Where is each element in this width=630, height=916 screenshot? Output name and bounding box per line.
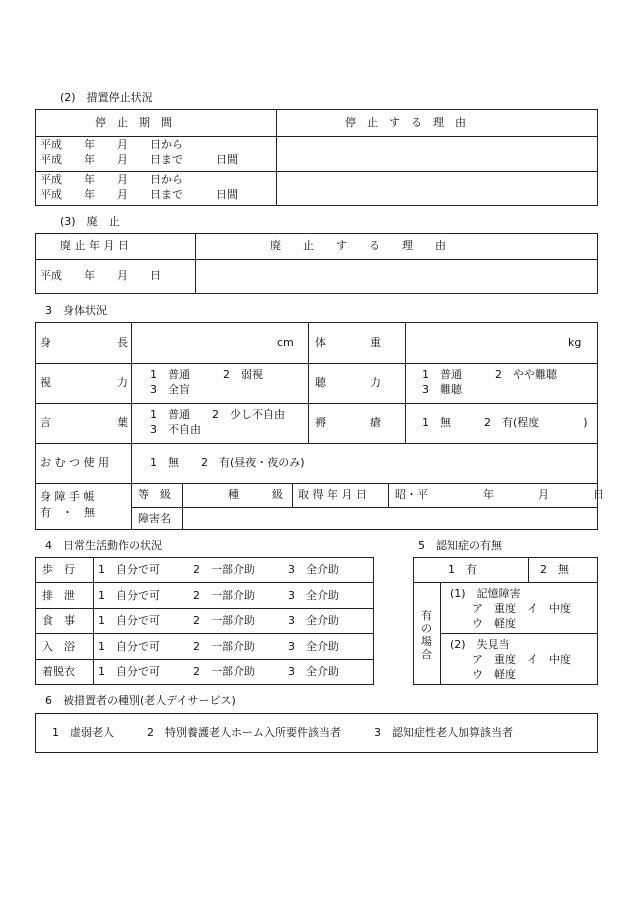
table-divider [405,322,406,443]
table-divider [388,483,389,507]
suspension-row-until: 平成 年 月 日まで 日間 [40,153,238,166]
adl-row-options: 1 自分で可 2 一部介助 3 全介助 [98,589,339,602]
table-divider [308,322,309,443]
disorientation-options: ア 重度 イ 中度 [472,653,571,666]
table-divider [195,233,196,294]
table-divider [131,507,598,508]
disorientation-title: (2) 失見当 [450,638,510,651]
column-header-abolition-reason: 廃 止 す る 理 由 [270,239,446,252]
memory-disorder-options: ウ 軽度 [472,617,516,630]
adl-row-options: 1 自分で可 2 一部介助 3 全介助 [98,640,339,653]
hearing-label: 聴 力 [315,376,381,389]
section-heading-suspension: (2) 措置停止状況 [60,91,153,104]
table-divider [131,322,132,443]
section-heading-abolition: (3) 廃 止 [60,215,120,228]
section-heading-physical: 3 身体状況 [45,304,107,317]
table-divider [35,443,598,444]
adl-row-options: 1 自分で可 2 一部介助 3 全介助 [98,665,339,678]
height-unit: cm [277,336,294,349]
acquired-date-label: 取 得 年 月 日 [298,488,367,501]
table-divider [35,582,374,583]
handbook-label: 身 障 手 帳 [40,490,95,503]
adl-row-label: 食 事 [42,614,75,627]
abolition-date-value: 平成 年 月 日 [40,269,161,282]
weight-label: 体 重 [315,336,381,349]
disability-name-label: 障害名 [138,512,171,525]
diaper-label: お む つ 使 用 [40,456,109,469]
height-label: 身 長 [40,336,128,349]
suspension-row-from: 平成 年 月 日から [40,173,183,186]
suspension-row-until: 平成 年 月 日まで 日間 [40,188,238,201]
type-label: 種 級 [228,488,283,501]
table-divider [35,363,598,364]
column-header-suspension-reason: 停 止 す る 理 由 [345,116,466,129]
vision-options: 3 全盲 [150,383,190,396]
table-divider [35,259,598,260]
adl-row-options: 1 自分で可 2 一部介助 3 全介助 [98,563,339,576]
bedsore-options: 1 無 2 有(程度 ) [422,416,588,429]
speech-label: 言 葉 [40,416,128,429]
table-divider [35,136,598,137]
suspension-row-from: 平成 年 月 日から [40,138,183,151]
handbook-presence: 有 ・ 無 [40,506,95,519]
vision-options: 1 普通 2 弱視 [150,368,263,381]
adl-row-label: 排 泄 [42,589,75,602]
table-divider [35,659,374,660]
table-divider [35,633,374,634]
category-options: 1 虚弱老人 2 特別養護老人ホーム入所要件該当者 3 認知症性老人加算該当者 [52,726,513,739]
acquired-date-value: 昭・平 年 月 日 [395,488,604,501]
table-divider [182,483,183,530]
disorientation-options: ウ 軽度 [472,668,516,681]
column-header-abolition-date: 廃 止 年 月 日 [60,239,129,252]
table-divider [35,608,374,609]
diaper-options: 1 無 2 有(昼夜・夜のみ) [150,456,305,469]
table-divider [35,171,598,172]
speech-options: 1 普通 2 少し不自由 [150,408,285,421]
adl-row-label: 歩 行 [42,563,75,576]
table-divider [93,557,94,685]
adl-row-label: 入 浴 [42,640,75,653]
table-divider [292,483,293,507]
adl-row-options: 1 自分で可 2 一部介助 3 全介助 [98,614,339,627]
section-heading-dementia: 5 認知症の有無 [418,539,502,552]
hearing-options: 1 普通 2 やや難聴 [422,368,557,381]
table-divider [440,633,598,634]
adl-row-label: 着脱衣 [42,665,75,678]
vision-label: 視 力 [40,376,128,389]
bedsore-label: 褥 瘡 [315,416,381,429]
dementia-option-yes: 1 有 [448,563,477,576]
section-heading-adl: 4 日常生活動作の状況 [45,539,162,552]
hearing-options: 3 難聴 [422,383,462,396]
table-divider [131,443,132,483]
table-divider [35,483,598,484]
weight-unit: kg [568,336,582,349]
table-divider [276,109,277,206]
speech-options: 3 不自由 [150,423,201,436]
grade-label: 等 級 [138,488,171,501]
memory-disorder-options: ア 重度 イ 中度 [472,602,571,615]
table-divider [131,483,132,530]
memory-disorder-title: (1) 記憶障害 [450,587,521,600]
section-heading-category: 6 被措置者の種別(老人デイサービス) [45,694,236,707]
table-divider [528,557,529,582]
column-header-suspension-period: 停 止 期 間 [95,116,172,129]
dementia-case-label: 有の場合 [421,609,432,661]
dementia-option-no: 2 無 [540,563,569,576]
table-divider [35,403,598,404]
